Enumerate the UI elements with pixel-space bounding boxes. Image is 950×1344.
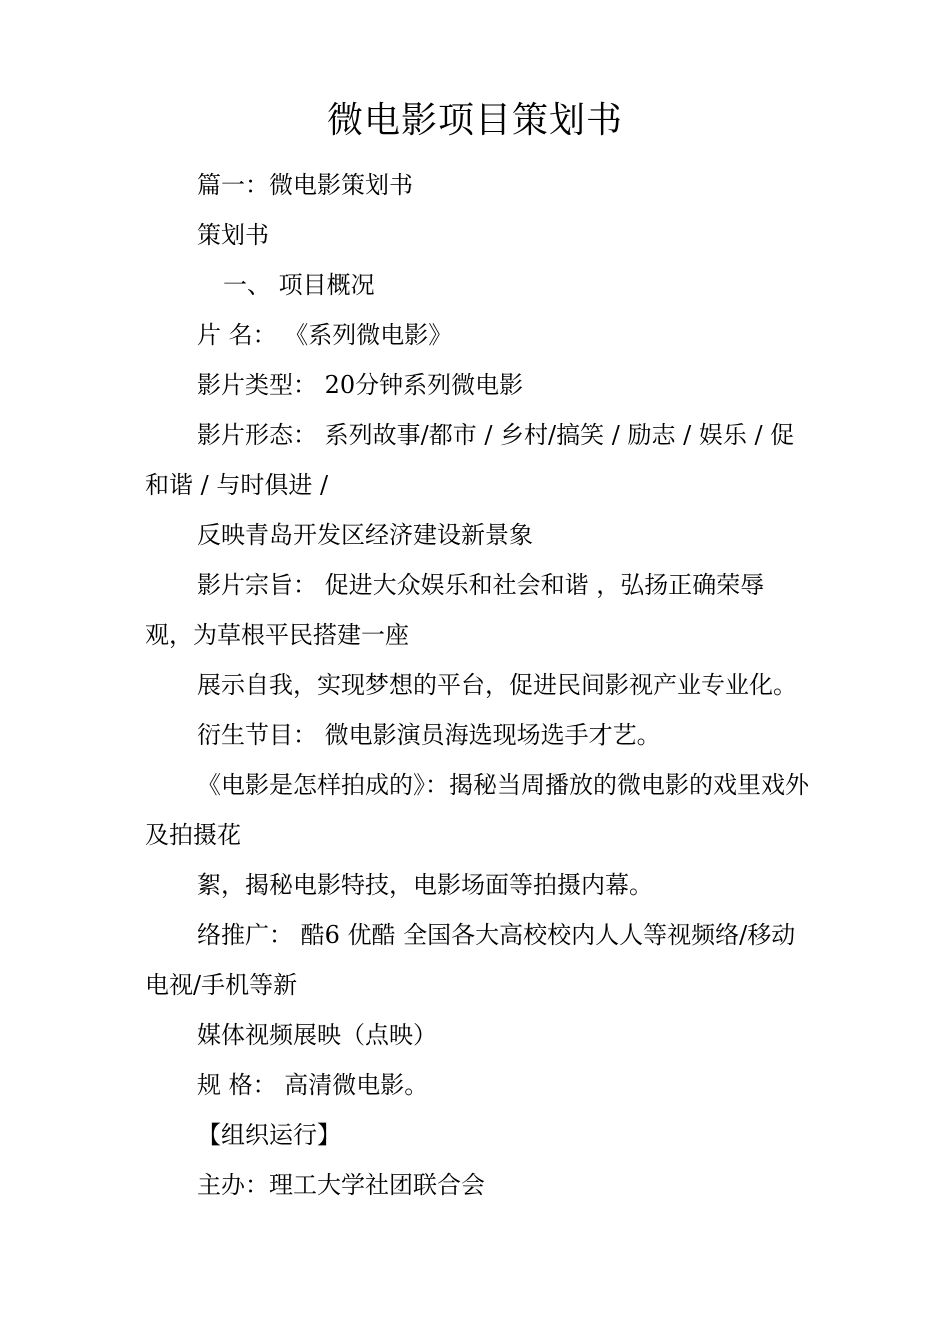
paragraph-subheading: 策划书 <box>197 221 269 249</box>
paragraph-online-promotion-continued: 媒体视频展映（点映） <box>197 1021 437 1049</box>
paragraph-specification: 规 格： 高清微电影。 <box>197 1071 429 1099</box>
paragraph-film-form-continued: 反映青岛开发区经济建设新景象 <box>197 521 533 549</box>
paragraph-online-promotion: 络推广： 酷6 优酷 全国各大高校校内人人等视频络/移动电视/手机等新 <box>145 921 796 999</box>
paragraph-organization-heading: 【组织运行】 <box>197 1121 341 1149</box>
paragraph-film-purpose: 影片宗旨： 促进大众娱乐和社会和谐 ，弘扬正确荣辱观，为草根平民搭建一座 <box>145 571 765 649</box>
paragraph-film-type: 影片类型： 20分钟系列微电影 <box>197 371 524 399</box>
paragraph-host: 主办：理工大学社团联合会 <box>197 1171 485 1199</box>
paragraph-film-name: 片 名： 《系列微电影》 <box>197 321 453 349</box>
document-body <box>145 160 810 1210</box>
document-title: 微电影项目策划书 <box>326 100 623 141</box>
paragraph-derivative-programs: 衍生节目： 微电影演员海选现场选手才艺。 <box>197 721 661 749</box>
paragraph-film-purpose-continued: 展示自我，实现梦想的平台，促进民间影视产业专业化。 <box>197 671 797 699</box>
paragraph-section-heading: 篇一：微电影策划书 <box>197 171 413 199</box>
paragraph-film-form: 影片形态： 系列故事/都市 / 乡村/搞笑 / 励志 / 娱乐 / 促和谐 / 与时俱进 / <box>145 421 795 499</box>
paragraph-making-of-continued: 絮，揭秘电影特技，电影场面等拍摄内幕。 <box>197 871 653 899</box>
paragraph-making-of: 《电影是怎样拍成的》：揭秘当周播放的微电影的戏里戏外及拍摄花 <box>145 771 809 849</box>
paragraph-project-overview-heading: 一、 项目概况 <box>223 271 375 299</box>
